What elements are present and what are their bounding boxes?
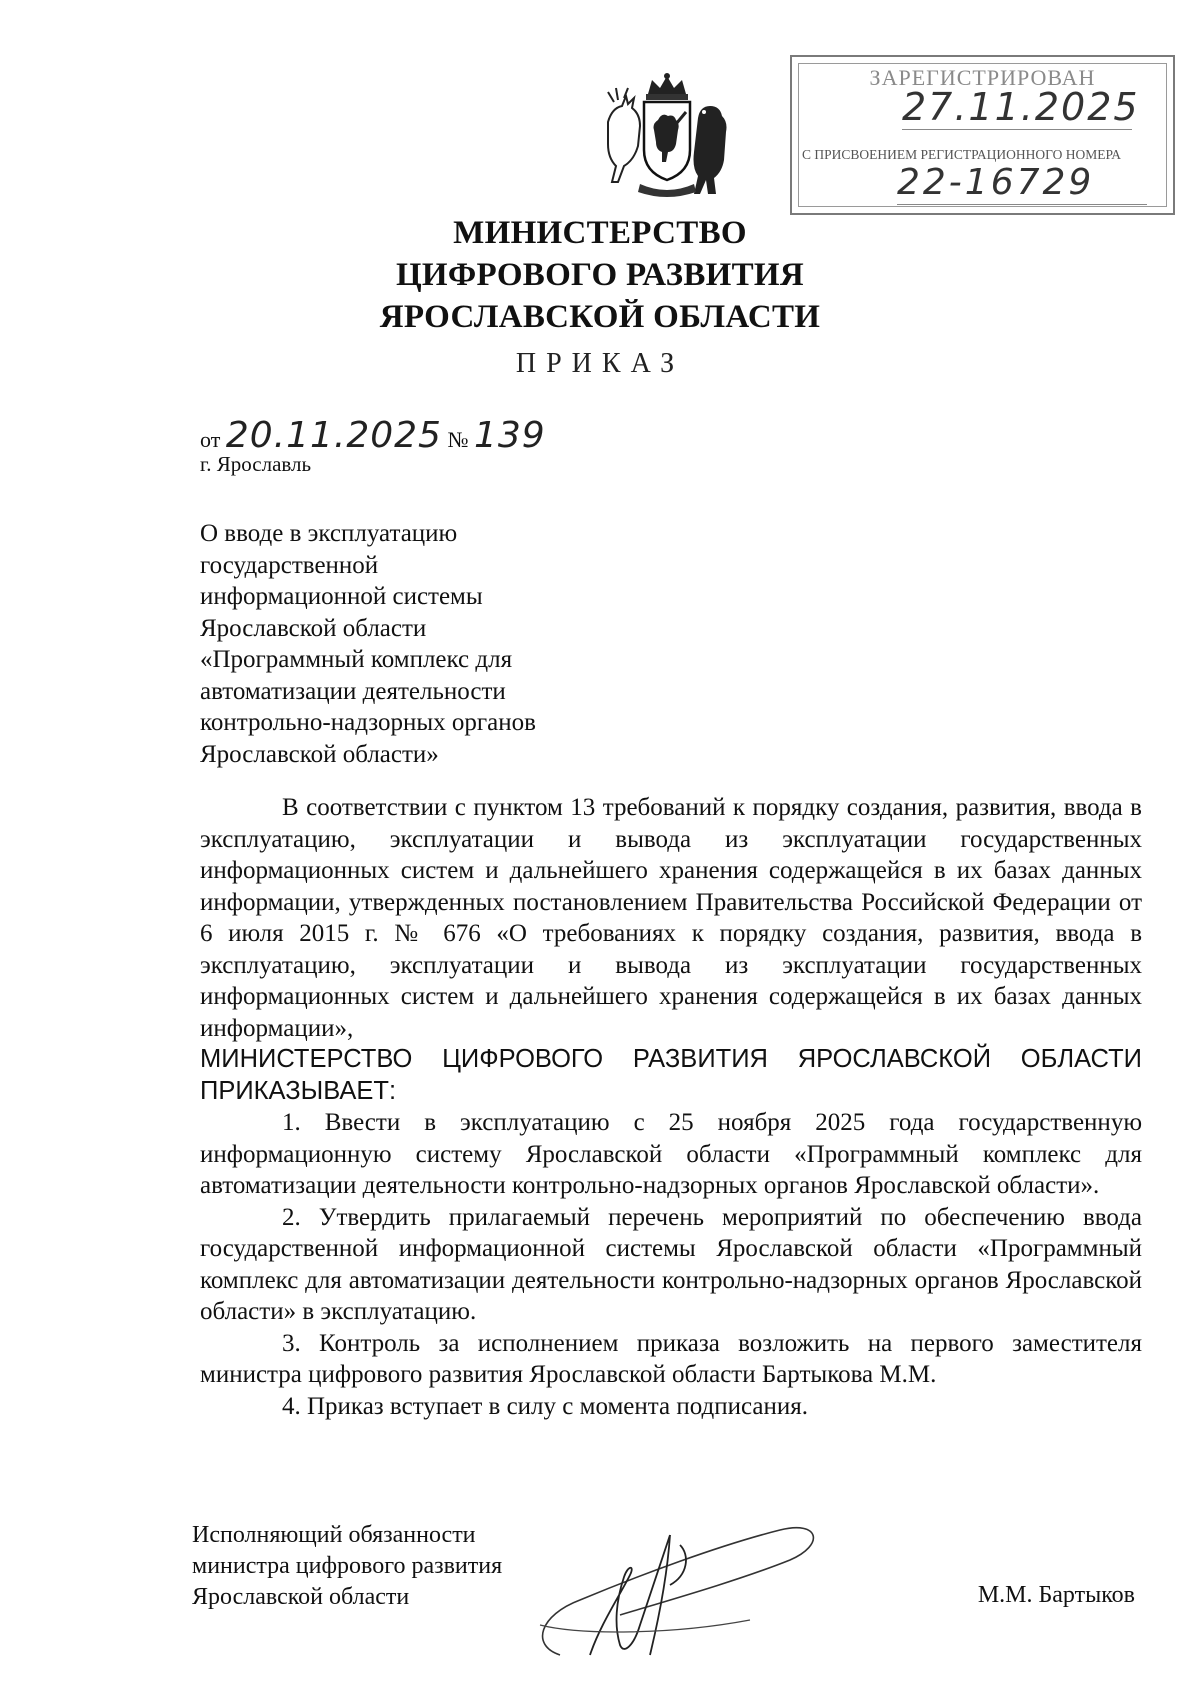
subject-line: контрольно-надзорных органов	[200, 709, 536, 736]
yaroslavl-coat-of-arms-icon	[600, 72, 735, 202]
organization-name	[0, 212, 1200, 338]
stamp-subtitle: С ПРИСВОЕНИЕМ РЕГИСТРАЦИОННОГО НОМЕРА	[802, 147, 1121, 162]
position-line: Исполняющий обязанности	[192, 1522, 476, 1548]
org-line: ЦИФРОВОГО РАЗВИТИЯ	[395, 257, 805, 293]
position-line: Ярославской области	[192, 1584, 410, 1610]
from-label: от	[200, 427, 221, 452]
order-subject	[200, 518, 620, 770]
order-item: 2. Утвердить прилагаемый перечень мероприятий по обеспечению ввода государственной информационной системы Ярославской области «Программный комплекс для автоматизации деятельности контрольно-надзорных органов Ярославской области» в эксплуатацию.	[200, 1203, 1142, 1325]
subject-line: государственной	[200, 551, 379, 579]
number-label: №	[447, 427, 469, 452]
order-date: 20.11.2025	[225, 415, 442, 456]
registration-stamp	[790, 55, 1175, 215]
subject-line: информационной системы	[200, 583, 483, 610]
org-line: МИНИСТЕРСТВО	[453, 215, 747, 251]
org-line: ЯРОСЛАВСКОЙ ОБЛАСТИ	[379, 299, 821, 335]
order-date-number-row	[200, 415, 546, 456]
signatory-position	[192, 1520, 502, 1613]
subject-line: «Программный комплекс для	[200, 646, 513, 673]
subject-line: О вводе в эксплуатацию	[200, 520, 458, 547]
order-number: 139	[473, 415, 546, 456]
subject-line: автоматизации деятельности	[200, 677, 506, 705]
order-body	[200, 792, 1142, 1422]
decree-statement: МИНИСТЕРСТВО ЦИФРОВОГО РАЗВИТИЯ ЯРОСЛАВСКОЙ ОБЛАСТИ ПРИКАЗЫВАЕТ:	[200, 1045, 1142, 1105]
stamp-registration-date: 27.11.2025	[902, 85, 1140, 129]
stamp-registration-number: 22-16729	[897, 162, 1147, 205]
preamble-paragraph: В соответствии с пунктом 13 требований к порядку создания, развития, ввода в эксплуатацию, эксплуатации и вывода из эксплуатации государственных информационных систем и дальнейшего хранения содержащейся в их базах данных информации, утвержденных постановлением Правительства Российской Федерации от 6 июля 2015 г. № 676 «О требованиях к порядку создания, развития, ввода в эксплуатацию, эксплуатации и вывода из эксплуатации государственных информационных систем и дальнейшего хранения содержащейся в их базах данных информации»,	[200, 794, 1142, 1042]
city: г. Ярославль	[200, 452, 312, 476]
order-item: 1. Ввести в эксплуатацию с 25 ноября 2025 года государственную информационную систему Ярославской области «Программный комплекс для автоматизации деятельности контрольно-надзорных органов Ярославской области».	[200, 1109, 1142, 1199]
order-item: 4. Приказ вступает в силу с момента подписания.	[282, 1392, 808, 1420]
subject-line: Ярославской области»	[200, 740, 439, 768]
document-type: ПРИКАЗ	[515, 348, 685, 379]
signatory-name: М.М. Бартыков	[977, 1582, 1135, 1608]
position-line: министра цифрового развития	[192, 1553, 503, 1579]
handwritten-signature	[520, 1505, 840, 1675]
subject-line: Ярославской области	[200, 614, 427, 642]
order-item: 3. Контроль за исполнением приказа возложить на первого заместителя министра цифрового развития Ярославской области Бартыкова М.М.	[200, 1329, 1142, 1388]
stamp-title: ЗАРЕГИСТРИРОВАН	[869, 65, 1096, 90]
